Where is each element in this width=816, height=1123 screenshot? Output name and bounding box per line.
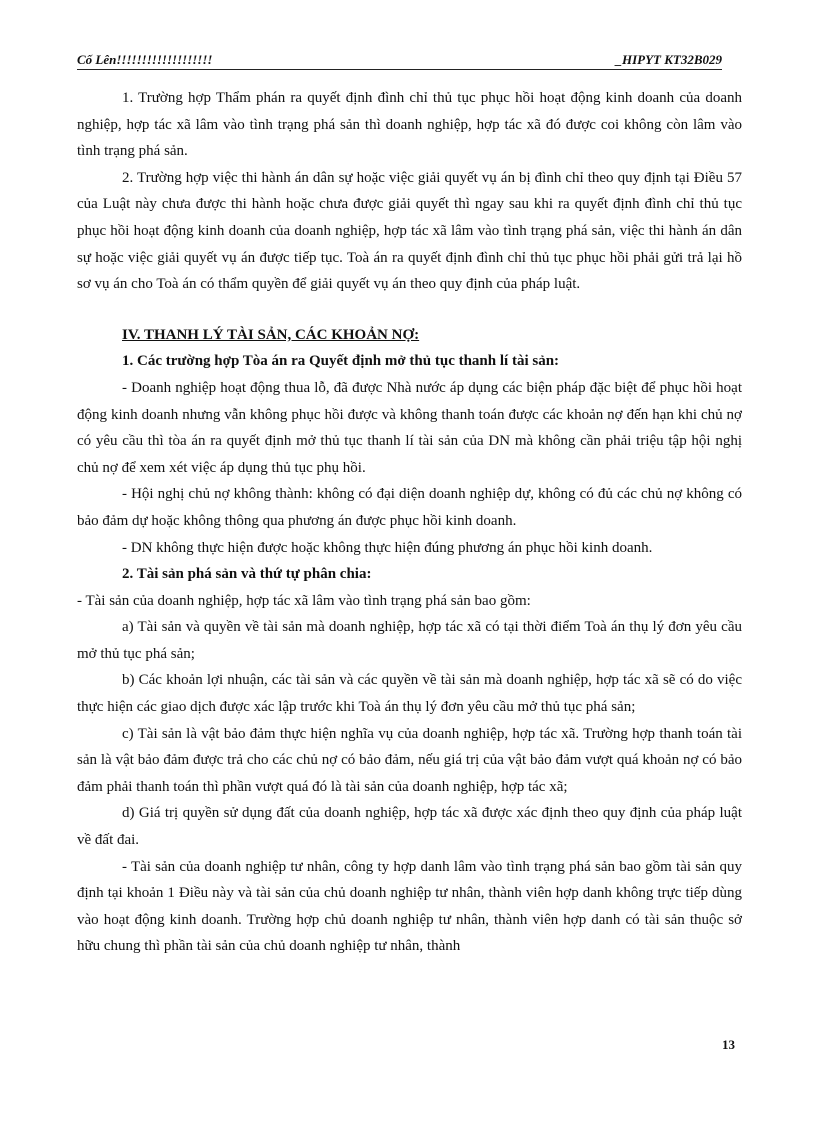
paragraph-1: 1. Trường hợp Thẩm phán ra quyết định đình chỉ thủ tục phục hồi hoạt động kinh doanh của doanh nghiệp, hợp tác xã lâm vào tình trạng phá sản thì doanh nghiệp, hợp tác xã đó được coi không còn lâm vào tình trạng phá sản. [77, 90, 742, 160]
subheading-1: 1. Các trường hợp Tòa án ra Quyết định mở thủ tục thanh lí tài sản: [122, 353, 560, 370]
header-right-text: _HIPYT KT32B029 [615, 52, 722, 67]
paragraph-10: d) Giá trị quyền sử dụng đất của doanh nghiệp, hợp tác xã được xác định theo quy định của pháp luật về đất đai. [77, 805, 742, 849]
document-body [77, 85, 742, 960]
header-left-text: Cố Lên!!!!!!!!!!!!!!!!!!! [77, 52, 213, 67]
paragraph-3: - Doanh nghiệp hoạt động thua lỗ, đã được Nhà nước áp dụng các biện pháp đặc biệt để phục hồi hoạt động kinh doanh nhưng vẫn không phục hồi được và không thanh toán được các khoản nợ đến hạn khi chủ nợ có yêu cầu thì tòa án ra quyết định mở thủ tục thanh lí tài sản của DN mà không cần phải triệu tập hội nghị chủ nợ để xem xét việc áp dụng thủ tục phụ hồi. [77, 379, 742, 476]
paragraph-6: - Tài sản của doanh nghiệp, hợp tác xã lâm vào tình trạng phá sản bao gồm: [77, 592, 531, 609]
paragraph-5: - DN không thực hiện được hoặc không thực hiện đúng phương án phục hồi kinh doanh. [122, 539, 653, 556]
paragraph-11: - Tài sản của doanh nghiệp tư nhân, công ty hợp danh lâm vào tình trạng phá sản bao gồm tài sản quy định tại khoản 1 Điều này và tài sản của chủ doanh nghiệp tư nhân, thành viên hợp danh không trực tiếp dùng vào hoạt động kinh doanh. Trường hợp chủ doanh nghiệp tư nhân, thành viên hợp danh có tài sản thuộc sở hữu chung thì phần tài sản của chủ doanh nghiệp tư nhân, thành [77, 858, 742, 955]
paragraph-9: c) Tài sản là vật bảo đảm thực hiện nghĩa vụ của doanh nghiệp, hợp tác xã. Trường hợp thanh toán tài sản là vật bảo đảm được trả cho các chủ nợ có bảo đảm, nếu giá trị của vật bảo đảm vượt quá khoản nợ có bảo đảm phải thanh toán thì phần vượt quá đó là tài sản của doanh nghiệp, hợp tác xã; [77, 725, 742, 795]
paragraph-8: b) Các khoản lợi nhuận, các tài sản và các quyền về tài sản mà doanh nghiệp, hợp tác xã sẽ có do việc thực hiện các giao dịch được xác lập trước khi Toà án thụ lý đơn yêu cầu mở thủ tục phá sản; [77, 672, 742, 716]
paragraph-2: 2. Trường hợp việc thi hành án dân sự hoặc việc giải quyết vụ án bị đình chỉ theo quy định tại Điều 57 của Luật này chưa được thi hành hoặc chưa được giải quyết thì ngay sau khi ra quyết định đình chỉ thủ tục phục hồi hoạt động kinh doanh của doanh nghiệp, hợp tác xã lâm vào tình trạng phá sản, việc thi hành án dân sự hoặc việc giải quyết vụ án được tiếp tục. Toà án ra quyết định đình chỉ thủ tục phục hồi phải gửi trả lại hồ sơ vụ án cho Toà án có thẩm quyền để giải quyết vụ án theo quy định của pháp luật. [77, 169, 742, 293]
header-rule [77, 69, 722, 70]
section-heading: IV. THANH LÝ TÀI SẢN, CÁC KHOẢN NỢ: [122, 326, 420, 343]
page-number: 13 [722, 1037, 735, 1052]
subheading-2: 2. Tài sản phá sản và thứ tự phân chia: [122, 566, 372, 583]
paragraph-7: a) Tài sản và quyền về tài sản mà doanh nghiệp, hợp tác xã có tại thời điểm Toà án thụ lý đơn yêu cầu mở thủ tục phá sản; [77, 619, 742, 662]
paragraph-4: - Hội nghị chủ nợ không thành: không có đại diện doanh nghiệp dự, không có đủ các chủ nợ không có bảo đảm dự hoặc không thông qua phương án được phục hồi kinh doanh. [77, 486, 742, 529]
page-header [77, 52, 722, 72]
